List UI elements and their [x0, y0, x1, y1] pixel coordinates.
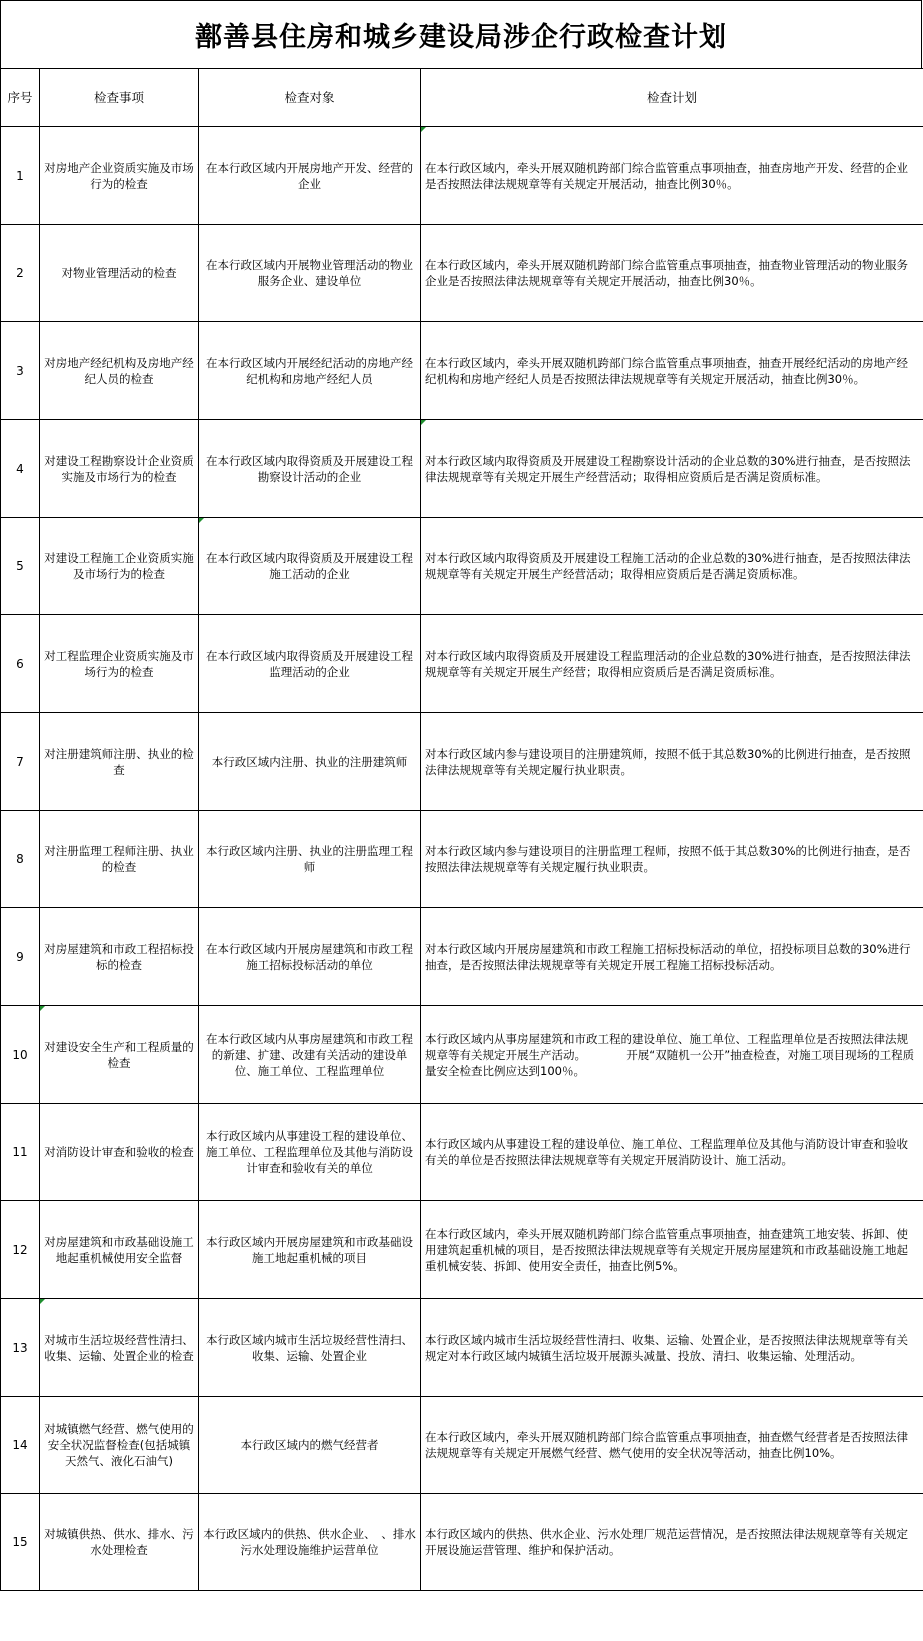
seq-cell	[1, 1494, 40, 1591]
item-cell	[40, 615, 199, 713]
seq-cell	[1, 908, 40, 1006]
seq-cell-text: 9	[16, 949, 24, 964]
seq-cell-text: 6	[16, 656, 24, 671]
target-cell-text: 本行政区域内注册、执业的注册监理工程师	[206, 844, 413, 874]
seq-cell-text: 14	[12, 1438, 28, 1452]
target-cell-text: 在本行政区域内从事房屋建筑和市政工程的新建、扩建、改建有关活动的建设单位、施工单位、工程监理单位	[206, 1031, 413, 1078]
seq-cell	[1, 127, 40, 225]
cell-comment-marker-icon	[421, 127, 426, 132]
table-row	[1, 1104, 923, 1201]
seq-cell	[1, 1397, 40, 1494]
plan-cell-text: 对本行政区域内取得资质及开展建设工程勘察设计活动的企业总数的30%进行抽查，是否按照法律法规规章等有关规定开展生产经营活动；取得相应资质后是否满足资质标准。	[425, 453, 911, 484]
item-cell	[40, 811, 199, 908]
plan-cell-text: 本行政区域内城市生活垃圾经营性清扫、收集、运输、处置企业，是否按照法律法规规章等有关规定对本行政区域内城镇生活垃圾开展源头减量、投放、清扫、收集运输、处理活动。	[425, 1332, 908, 1363]
plan-cell-text: 对本行政区域内取得资质及开展建设工程施工活动的企业总数的30%进行抽查，是否按照法律法规规章等有关规定开展生产经营活动；取得相应资质后是否满足资质标准。	[425, 551, 911, 581]
target-cell	[199, 811, 421, 908]
item-cell-text: 对工程监理企业资质实施及市场行为的检查	[44, 648, 194, 679]
item-cell	[40, 225, 199, 322]
seq-cell-text: 5	[16, 559, 24, 573]
seq-cell-text: 8	[16, 852, 24, 866]
item-cell-text: 对建设安全生产和工程质量的检查	[44, 1039, 194, 1070]
target-cell	[199, 615, 421, 713]
seq-cell	[1, 518, 40, 615]
target-cell-text: 在本行政区域内开展经纪活动的房地产经纪机构和房地产经纪人员	[206, 355, 413, 386]
plan-cell-text: 本行政区域内从事建设工程的建设单位、施工单位、工程监理单位及其他与消防设计审查和验收有关的单位是否按照法律法规规章等有关规定开展消防设计、施工活动。	[425, 1137, 908, 1167]
plan-cell-text: 在本行政区域内，牵头开展双随机跨部门综合监管重点事项抽查，抽查开展经纪活动的房地产经纪机构和房地产经纪人员是否按照法律法规规章等有关规定开展活动，抽查比例30％。	[425, 355, 908, 386]
item-cell	[40, 127, 199, 225]
plan-cell	[421, 518, 923, 615]
table-row	[1, 908, 923, 1006]
document-title: 鄯善县住房和城乡建设局涉企行政检查计划	[0, 0, 922, 68]
table-row	[1, 1494, 923, 1591]
item-cell-text: 对城镇供热、供水、排水、污水处理检查	[44, 1527, 194, 1557]
target-cell-text: 本行政区域内从事建设工程的建设单位、施工单位、工程监理单位及其他与消防设计审查和验收有关的单位	[206, 1129, 413, 1175]
target-cell	[199, 1104, 421, 1201]
table-row	[1, 615, 923, 713]
plan-cell	[421, 811, 923, 908]
seq-cell	[1, 615, 40, 713]
item-cell-text: 对城市生活垃圾经营性清扫、收集、运输、处置企业的检查	[44, 1332, 194, 1363]
seq-cell-text: 2	[16, 266, 24, 280]
target-cell	[199, 713, 421, 811]
seq-cell-text: 4	[16, 461, 24, 476]
cell-comment-marker-icon	[421, 420, 426, 425]
plan-cell	[421, 615, 923, 713]
item-cell	[40, 713, 199, 811]
cell-comment-marker-icon	[40, 1006, 45, 1011]
plan-cell	[421, 908, 923, 1006]
plan-cell	[421, 1299, 923, 1397]
plan-cell	[421, 1104, 923, 1201]
target-cell	[199, 225, 421, 322]
target-cell-text: 在本行政区域内开展房地产开发、经营的企业	[206, 160, 413, 191]
plan-cell	[421, 1201, 923, 1299]
plan-cell	[421, 322, 923, 420]
seq-cell-text: 10	[12, 1047, 28, 1062]
target-cell-text: 在本行政区域内开展物业管理活动的物业服务企业、建设单位	[206, 258, 413, 288]
target-cell-text: 在本行政区域内取得资质及开展建设工程施工活动的企业	[206, 551, 413, 581]
item-cell	[40, 518, 199, 615]
item-cell-text: 对房地产企业资质实施及市场行为的检查	[44, 160, 194, 191]
item-cell	[40, 1006, 199, 1104]
seq-cell	[1, 1006, 40, 1104]
seq-cell	[1, 1201, 40, 1299]
seq-cell-text: 3	[16, 363, 24, 378]
item-cell	[40, 420, 199, 518]
item-cell	[40, 1299, 199, 1397]
target-cell-text: 在本行政区域内取得资质及开展建设工程监理活动的企业	[206, 648, 413, 679]
item-cell-text: 对房屋建筑和市政基础设施工地起重机械使用安全监督	[44, 1234, 194, 1265]
plan-cell	[421, 1494, 923, 1591]
item-cell-text: 对房屋建筑和市政工程招标投标的检查	[44, 941, 194, 972]
table-body	[1, 127, 923, 1591]
header-item: 检查事项	[40, 69, 199, 127]
target-cell-text: 本行政区域内的燃气经营者	[240, 1438, 379, 1452]
target-cell	[199, 127, 421, 225]
seq-cell-text: 15	[12, 1535, 28, 1549]
table-row	[1, 322, 923, 420]
item-cell	[40, 1104, 199, 1201]
header-plan: 检查计划	[421, 69, 923, 127]
target-cell-text: 本行政区域内注册、执业的注册建筑师	[211, 754, 408, 769]
seq-cell	[1, 713, 40, 811]
target-cell-text: 在本行政区域内开展房屋建筑和市政工程施工招标投标活动的单位	[206, 941, 413, 972]
target-cell-text: 在本行政区域内取得资质及开展建设工程勘察设计活动的企业	[206, 453, 413, 484]
plan-cell	[421, 713, 923, 811]
target-cell	[199, 1299, 421, 1397]
plan-cell-text: 在本行政区域内，牵头开展双随机跨部门综合监管重点事项抽查，抽查建筑工地安装、拆卸、使用建筑起重机械的项目，是否按照法律法规规章等有关规定开展房屋建筑和市政基础设施工地起重机械安装、拆卸、使用安全责任，抽查比例5%。	[425, 1226, 908, 1273]
item-cell	[40, 1201, 199, 1299]
plan-cell-text: 对本行政区域内参与建设项目的注册建筑师，按照不低于其总数30%的比例进行抽查，是否按照法律法规规章等有关规定履行执业职责。	[425, 746, 911, 777]
target-cell	[199, 1201, 421, 1299]
table-row	[1, 1006, 923, 1104]
seq-cell	[1, 225, 40, 322]
header-target: 检查对象	[199, 69, 421, 127]
item-cell-text: 对城镇燃气经营、燃气使用的安全状况监督检查(包括城镇天然气、液化石油气)	[44, 1422, 194, 1468]
seq-cell-text: 12	[12, 1242, 28, 1257]
cell-comment-marker-icon	[40, 1299, 45, 1304]
target-cell	[199, 1006, 421, 1104]
target-cell	[199, 1494, 421, 1591]
header-row	[1, 69, 923, 127]
table-row	[1, 225, 923, 322]
plan-cell-text: 在本行政区域内，牵头开展双随机跨部门综合监管重点事项抽查，抽查房地产开发、经营的企业是否按照法律法规规章等有关规定开展活动，抽查比例30％。	[425, 160, 908, 191]
seq-cell-text: 7	[16, 754, 24, 769]
item-cell	[40, 1494, 199, 1591]
plan-cell-text: 本行政区域内的供热、供水企业、污水处理厂规范运营情况，是否按照法律法规规章等有关规定开展设施运营管理、维护和保护活动。	[425, 1527, 908, 1557]
table-row	[1, 518, 923, 615]
table-row	[1, 1201, 923, 1299]
seq-cell-text: 1	[16, 168, 24, 183]
target-cell	[199, 420, 421, 518]
item-cell-text: 对注册建筑师注册、执业的检查	[44, 746, 194, 777]
cell-comment-marker-icon	[199, 518, 204, 523]
item-cell-text: 对消防设计审查和验收的检查	[44, 1145, 194, 1159]
item-cell-text: 对房地产经纪机构及房地产经纪人员的检查	[44, 355, 194, 386]
plan-cell-text: 本行政区域内从事房屋建筑和市政工程的建设单位、施工单位、工程监理单位是否按照法律法规规章等有关规定开展生产活动。 开展“双随机一公开”抽查检查，对施工项目现场的工程质量安全检查比例应达到100％。	[425, 1031, 915, 1078]
table-row	[1, 1397, 923, 1494]
seq-cell	[1, 811, 40, 908]
plan-cell	[421, 420, 923, 518]
target-cell	[199, 518, 421, 615]
item-cell	[40, 322, 199, 420]
item-cell-text: 对建设工程施工企业资质实施及市场行为的检查	[44, 551, 194, 581]
item-cell	[40, 1397, 199, 1494]
table-row	[1, 811, 923, 908]
seq-cell-text: 11	[12, 1145, 28, 1159]
inspection-plan-table	[0, 68, 923, 1591]
target-cell	[199, 1397, 421, 1494]
item-cell-text: 对物业管理活动的检查	[61, 266, 177, 280]
seq-cell	[1, 420, 40, 518]
item-cell	[40, 908, 199, 1006]
table-row	[1, 713, 923, 811]
plan-cell-text: 对本行政区域内参与建设项目的注册监理工程师，按照不低于其总数30%的比例进行抽查，是否按照法律法规规章等有关规定履行执业职责。	[425, 844, 911, 874]
plan-cell	[421, 1397, 923, 1494]
table-row	[1, 127, 923, 225]
table-row	[1, 420, 923, 518]
seq-cell	[1, 322, 40, 420]
seq-cell	[1, 1299, 40, 1397]
plan-cell-text: 在本行政区域内，牵头开展双随机跨部门综合监管重点事项抽查，抽查燃气经营者是否按照法律法规规章等有关规定开展燃气经营、燃气使用的安全状况等活动，抽查比例10%。	[425, 1430, 908, 1460]
seq-cell-text: 13	[12, 1340, 28, 1355]
plan-cell-text: 在本行政区域内，牵头开展双随机跨部门综合监管重点事项抽查，抽查物业管理活动的物业服务企业是否按照法律法规规章等有关规定开展活动，抽查比例30％。	[425, 258, 908, 288]
plan-cell	[421, 225, 923, 322]
plan-cell-text: 对本行政区域内取得资质及开展建设工程监理活动的企业总数的30%进行抽查，是否按照法律法规规章等有关规定开展生产经营；取得相应资质后是否满足资质标准。	[425, 648, 911, 679]
target-cell-text: 本行政区域内的供热、供水企业、 、排水污水处理设施维护运营单位	[203, 1527, 416, 1557]
header-seq: 序号	[1, 69, 40, 127]
item-cell-text: 对建设工程勘察设计企业资质实施及市场行为的检查	[44, 453, 194, 484]
plan-cell-text: 对本行政区域内开展房屋建筑和市政工程施工招标投标活动的单位，招投标项目总数的30%进行抽查，是否按照法律法规规章等有关规定开展工程施工招标投标活动。	[425, 941, 911, 972]
target-cell	[199, 908, 421, 1006]
plan-cell	[421, 1006, 923, 1104]
target-cell	[199, 322, 421, 420]
table-row	[1, 1299, 923, 1397]
plan-cell	[421, 127, 923, 225]
item-cell-text: 对注册监理工程师注册、执业的检查	[44, 844, 194, 874]
target-cell-text: 本行政区域内城市生活垃圾经营性清扫、收集、运输、处置企业	[206, 1332, 413, 1363]
target-cell-text: 本行政区域内开展房屋建筑和市政基础设施工地起重机械的项目	[206, 1234, 413, 1265]
seq-cell	[1, 1104, 40, 1201]
